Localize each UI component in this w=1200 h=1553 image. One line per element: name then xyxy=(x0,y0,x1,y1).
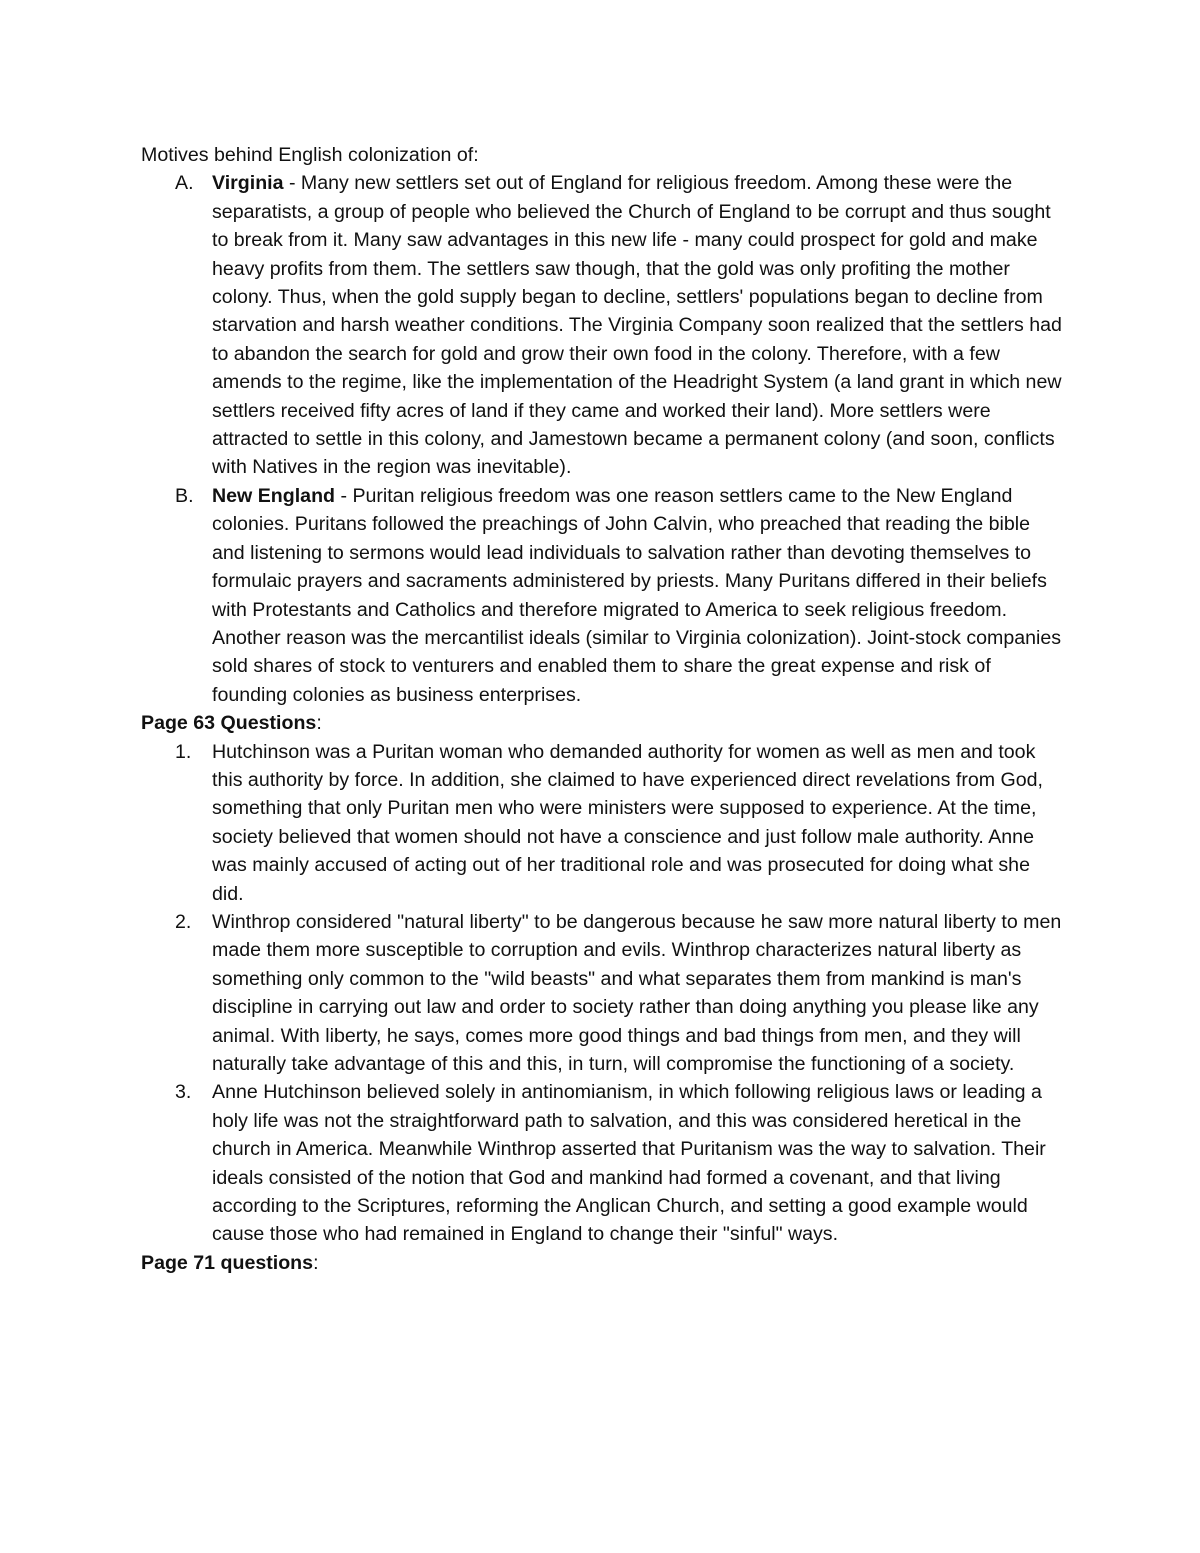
list-marker: B. xyxy=(175,484,194,507)
document-page xyxy=(141,141,1066,1277)
list-marker: 3. xyxy=(175,1081,192,1104)
virginia-paragraph xyxy=(212,169,1066,481)
colonization-list xyxy=(141,169,1066,709)
page-63-title: Page 63 Questions xyxy=(141,712,317,735)
section-heading-page-71 xyxy=(141,1249,1066,1277)
answer-text: Winthrop considered "natural liberty" to be dangerous because he saw more natural liberty to men made them more susceptible to corruption and evils. Winthrop characterizes natural liberty as something only common to the "wild beasts" and what separates them from mankind is man's discipline in carrying out law and order to society rather than doing anything you please like any animal. With liberty, he says, comes more good things and bad things from men, and they will naturally take advantage of this and this, in turn, will compromise the functioning of a society. xyxy=(212,910,1062,1075)
virginia-title: Virginia xyxy=(212,172,284,195)
document-heading: Motives behind English colonization of: xyxy=(141,144,479,166)
answer-item xyxy=(141,1078,1066,1248)
section-heading-page-63 xyxy=(141,709,1066,737)
list-marker: 1. xyxy=(175,740,192,763)
answer-item xyxy=(141,738,1066,908)
page-63-answer-list xyxy=(141,738,1066,1249)
list-marker: A. xyxy=(175,172,194,195)
answer-text: Hutchinson was a Puritan woman who demanded authority for women as well as men and took this authority by force. In addition, she claimed to have experienced direct revelations from God, something that only Puritan men who were ministers were supposed to experience. At the time, society believed that women should not have a conscience and just follow male authority. Anne was mainly accused of acting out of her traditional role and was prosecuted for doing what she did. xyxy=(212,740,1043,905)
list-marker: 2. xyxy=(175,910,192,933)
answer-item xyxy=(141,908,1066,1078)
new-england-text: - Puritan religious freedom was one reason settlers came to the New England colonies. Puritans followed the preachings of John Calvin, who preached that reading the bible and listening to sermons would lead individuals to salvation rather than devoting themselves to formulaic prayers and sacraments administered by priests. Many Puritans differed in their beliefs with Protestants and Catholics and therefore migrated to America to seek religious freedom. Another reason was the mercantilist ideals (similar to Virginia colonization). Joint-stock companies sold shares of stock to venturers and enabled them to share the great expense and risk of founding colonies as business enterprises. xyxy=(212,484,1062,706)
virginia-text: - Many new settlers set out of England for religious freedom. Among these were the separatists, a group of people who believed the Church of England to be corrupt and thus sought to break from it. Many saw advantages in this new life - many could prospect for gold and make heavy profits from them. The settlers saw though, that the gold was only profiting the mother colony. Thus, when the gold supply began to decline, settlers' populations began to decline from starvation and harsh weather conditions. The Virginia Company soon realized that the settlers had to abandon the search for gold and grow their own food in the colony. Therefore, with a few amends to the regime, like the implementation of the Headright System (a land grant in which new settlers received fifty acres of land if they came and worked their land). More settlers were attracted to settle in this colony, and Jamestown became a permanent colony (and soon, conflicts with Natives in the region was inevitable). xyxy=(212,172,1062,479)
page-63-suffix: : xyxy=(316,712,322,735)
new-england-paragraph xyxy=(212,482,1066,709)
answer-text: Anne Hutchinson believed solely in antinomianism, in which following religious laws or leading a holy life was not the straightforward path to salvation, and this was considered heretical in the church in America. Meanwhile Winthrop asserted that Puritanism was the way to salvation. Their ideals consisted of the notion that God and mankind had formed a covenant, and that living according to the Scriptures, reforming the Anglican Church, and setting a good example would cause those who had remained in England to change their "sinful" ways. xyxy=(212,1081,1046,1246)
page-71-suffix: : xyxy=(313,1251,319,1274)
new-england-title: New England xyxy=(212,484,336,507)
page-71-title: Page 71 questions xyxy=(141,1251,314,1274)
list-item-virginia xyxy=(141,169,1066,481)
list-item-new-england xyxy=(141,482,1066,709)
